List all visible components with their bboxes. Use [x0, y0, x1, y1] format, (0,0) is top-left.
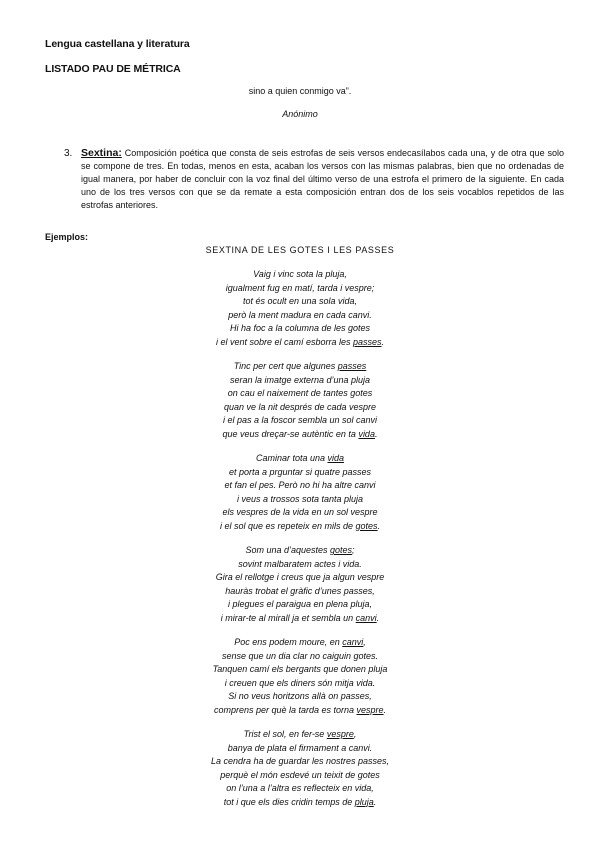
poem-line-text: Caminar tota una — [255, 453, 328, 463]
poem-keyword: vespre — [326, 729, 354, 739]
poem-line — [0, 493, 600, 507]
poem-line-text: que veus dreçar-se autèntic en ta — [222, 428, 359, 439]
poem-line — [0, 598, 600, 612]
definition-item — [64, 147, 564, 212]
poem-line-text: tot i que els dies cridin temps de — [223, 796, 355, 807]
poem-line-punctuation: , — [353, 729, 357, 739]
poem-line — [0, 544, 600, 558]
poem-line-text: però la ment madura en cada canvi. — [228, 309, 372, 320]
poem-line-text: Poc ens podem moure, en — [234, 637, 343, 647]
poem-line-punctuation: . — [383, 704, 387, 715]
poem-line-text: La cendra ha de guardar les nostres passes, — [210, 756, 390, 766]
poem-stanza — [0, 544, 600, 625]
poem-stanza — [0, 268, 600, 349]
poem-line-text: Tanquen camí els bergants que donen pluja — [212, 664, 388, 674]
poem-keyword: gotes — [330, 545, 353, 555]
poem-keyword: canvi — [355, 612, 377, 623]
poem-line-text: et fan el pes. Però no hi ha altre canvi — [224, 480, 376, 490]
definition-body — [81, 147, 564, 212]
poem-line — [0, 742, 600, 756]
poem-line-text: comprens per què la tarda es torna — [213, 704, 357, 715]
poem-line — [0, 506, 600, 520]
poem-line — [0, 636, 600, 650]
poem-line-text: i el sol que es repeteix en mils de — [219, 520, 356, 531]
poem-line-text: et porta a prguntar si quatre passes — [228, 466, 372, 477]
poem-line-text: Trist el sol, en fer-se — [243, 729, 327, 739]
poem-keyword: passes — [337, 361, 367, 371]
poem-line-text: Tinc per cert que algunes — [233, 361, 338, 371]
poem-line-text: sense que un dia clar no caiguin gotes. — [221, 650, 379, 661]
poem-keyword: pluja — [354, 796, 374, 807]
poem-line — [0, 452, 600, 466]
poem-line-punctuation: . — [377, 520, 381, 531]
poem-line — [0, 428, 600, 442]
poem-line — [0, 677, 600, 691]
poem-line-text: seran la imatge externa d’una pluja — [229, 374, 371, 385]
poem-line — [0, 374, 600, 388]
poem-line — [0, 663, 600, 677]
poem-line — [0, 782, 600, 796]
poem-line — [0, 585, 600, 599]
poem-keyword: vida — [327, 453, 345, 463]
poem-line-text: i mirar-te al mirall ja et sembla un — [220, 612, 356, 623]
poem-line — [0, 728, 600, 742]
poem-line-text: els vespres de la vida en un sol vespre — [222, 507, 378, 517]
poem-line — [0, 650, 600, 664]
poem-line-text: on l’una a l’altra es reflecteix en vida, — [226, 783, 374, 793]
poem-line — [0, 520, 600, 534]
poem-line — [0, 295, 600, 309]
poem-line-punctuation: . — [381, 336, 385, 347]
poem-line-text: sovint malbaratem actes i vida. — [238, 558, 362, 569]
poem-line — [0, 360, 600, 374]
poem-line — [0, 796, 600, 810]
poem-line — [0, 268, 600, 282]
poem-keyword: passes — [353, 336, 382, 347]
poem-line — [0, 755, 600, 769]
poem-line — [0, 414, 600, 428]
poem-line — [0, 612, 600, 626]
poem-title: SEXTINA DE LES GOTES I LES PASSES — [205, 245, 395, 255]
poem-line — [0, 769, 600, 783]
poem-line — [0, 479, 600, 493]
poem-line-text: Gira el rellotge i creus que ja algun vespre — [215, 572, 385, 582]
quote-author: Anónimo — [282, 109, 318, 119]
poem-line-text: Vaig i vinc sota la pluja, — [253, 269, 347, 279]
poem-line-text: Si no veus horitzons allà on passes, — [228, 691, 372, 701]
poem-line-text: banya de plata el firmament a canvi. — [227, 742, 373, 753]
poem-line-text: tot és ocult en una sola vida, — [242, 296, 358, 306]
poem-line — [0, 571, 600, 585]
poem — [0, 268, 600, 820]
poem-line — [0, 466, 600, 480]
poem-line-text: hauràs trobat el gràfic d’unes passes, — [225, 585, 375, 596]
poem-line — [0, 309, 600, 323]
poem-line-text: i veus a trossos sota tanta pluja — [236, 493, 364, 504]
examples-label: Ejemplos: — [45, 232, 89, 242]
poem-keyword: vida — [358, 428, 375, 439]
poem-line-punctuation: . — [376, 612, 380, 623]
document-subject: Lengua castellana y literatura — [45, 38, 190, 50]
item-number: 3. — [64, 148, 73, 159]
poem-line-text: i plegues el paraigua en plena pluja, — [227, 599, 373, 609]
document-list-title: LISTADO PAU DE MÉTRICA — [45, 63, 181, 75]
poem-line — [0, 401, 600, 415]
poem-line-text: on cau el naixement de tantes gotes — [227, 388, 373, 398]
poem-line-text: i el pas a la foscor sembla un sol canvi — [222, 415, 378, 425]
poem-line-text: Hi ha foc a la columna de les gotes — [229, 323, 371, 333]
poem-keyword: canvi — [342, 637, 364, 647]
poem-line-punctuation: , — [363, 637, 366, 647]
poem-line — [0, 322, 600, 336]
poem-line-punctuation: . — [373, 796, 377, 807]
quote-line: sino a quien conmigo va”. — [248, 86, 352, 96]
poem-line — [0, 336, 600, 350]
poem-stanza — [0, 636, 600, 717]
poem-stanza — [0, 360, 600, 441]
poem-stanza — [0, 728, 600, 809]
poem-line — [0, 387, 600, 401]
poem-line-text: i creuen que els diners són mitja vida. — [224, 677, 376, 688]
poem-keyword: gotes — [355, 520, 378, 531]
poem-line — [0, 558, 600, 572]
definition-term: Sextina: — [81, 147, 122, 159]
poem-line-text: quan ve la nit després de cada vespre — [223, 401, 377, 412]
poem-keyword: vespre — [356, 704, 384, 715]
poem-line — [0, 282, 600, 296]
poem-line — [0, 690, 600, 704]
definition-text: Composición poética que consta de seis estrofas de seis versos endecasílabos cada una, y de otra que solo se compone de tres. En todas, menos en esta, acaban los versos con las mismas palabras, bien que no ordenadas de igual manera, por haber de concluir con la voz final del último verso de una estrofa el primero de la siguiente. En cada uno de los tres versos con que se da remate a esta composición entran dos de los seis vocablos repetidos de las estrofas anteriores. — [81, 148, 564, 210]
poem-line — [0, 704, 600, 718]
poem-line-text: igualment fug en matí, tarda i vespre; — [225, 282, 375, 293]
poem-line-punctuation: ; — [352, 545, 355, 555]
poem-line-punctuation: . — [374, 428, 378, 439]
poem-stanza — [0, 452, 600, 533]
poem-line-text: perquè el món esdevé un teixit de gotes — [220, 769, 380, 780]
poem-line-text: i el vent sobre el camí esborra les — [215, 336, 353, 347]
poem-line-text: Som una d’aquestes — [245, 545, 330, 555]
